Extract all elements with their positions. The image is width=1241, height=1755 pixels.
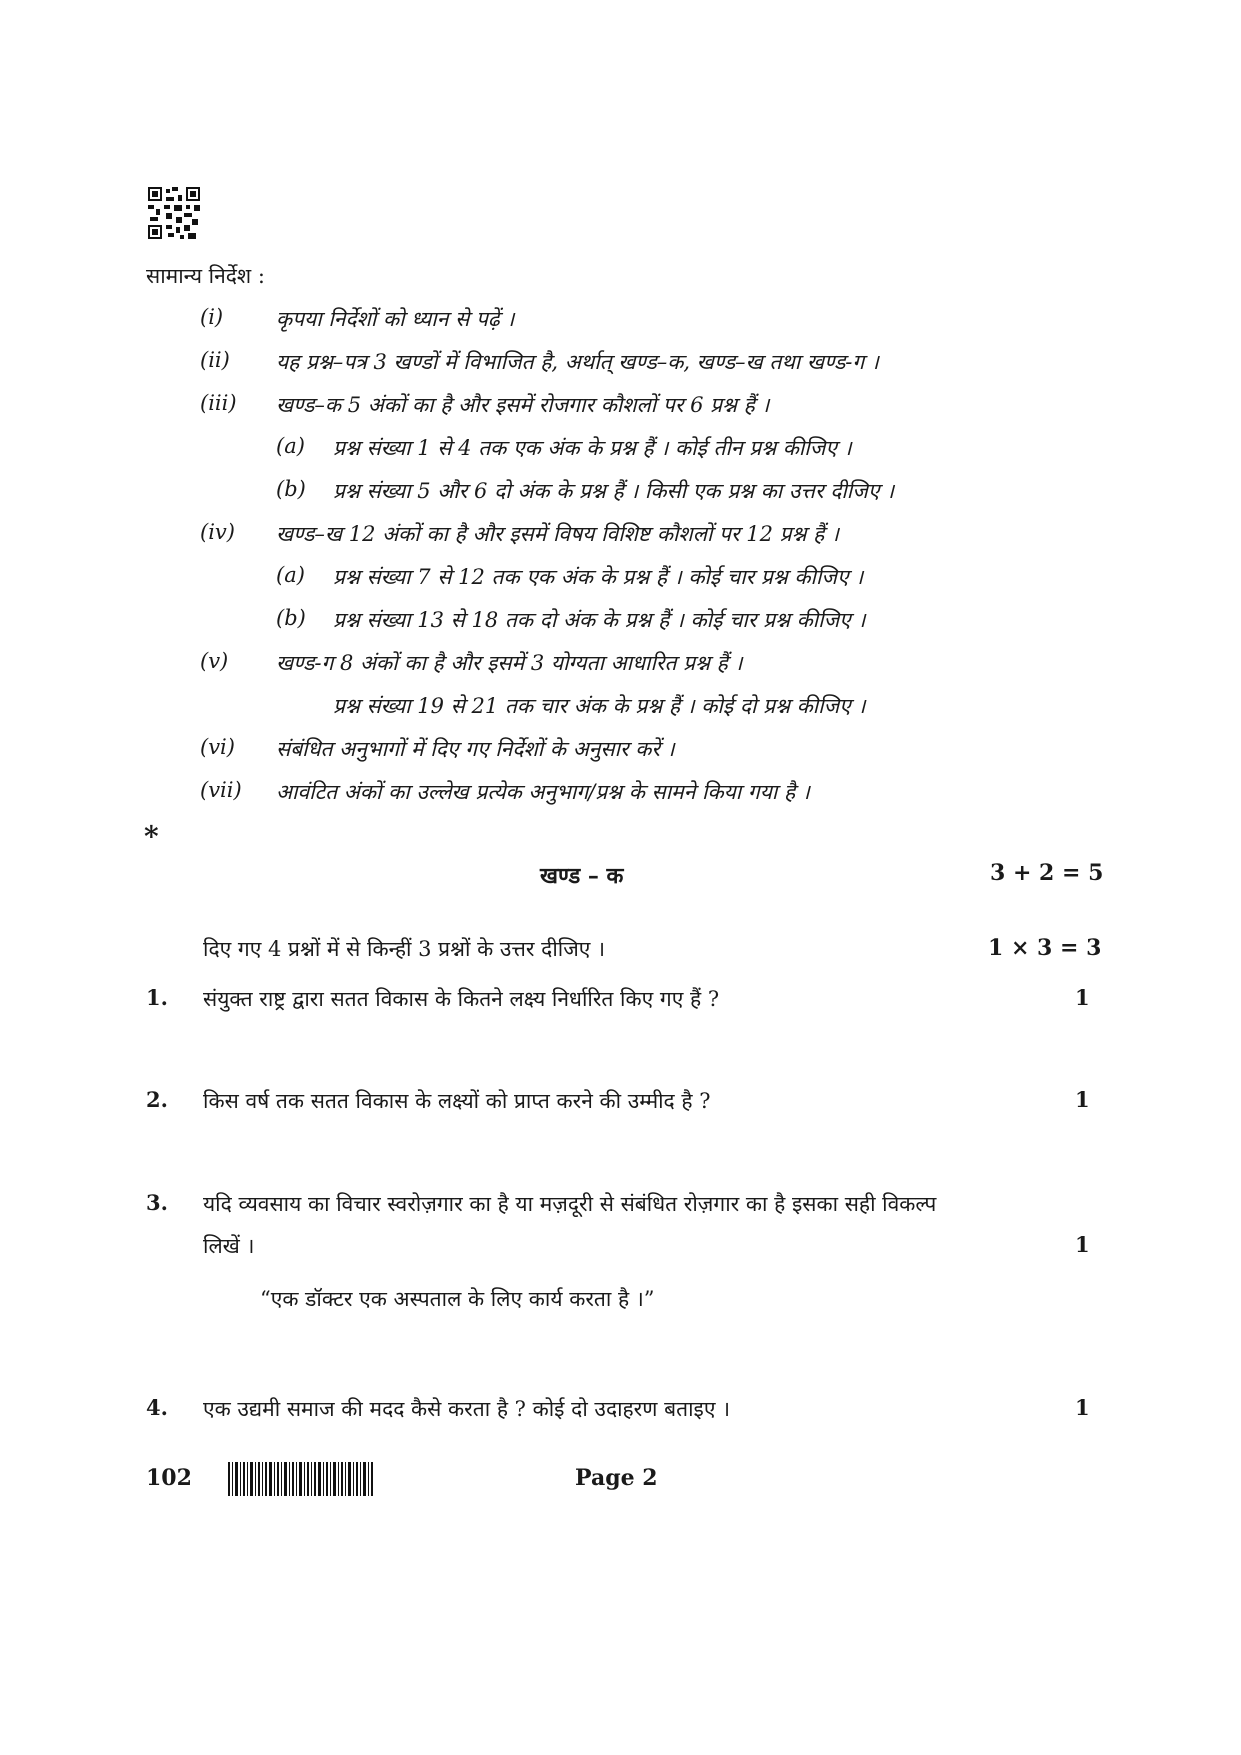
instruction-number: (v) — [200, 649, 229, 673]
section-instruction: दिए गए 4 प्रश्नों में से किन्हीं 3 प्रश्नों के उत्तर दीजिए । — [203, 937, 606, 961]
general-instructions-heading: सामान्य निर्देश : — [146, 264, 265, 288]
section-instruction-marks: 1 × 3 = 3 — [988, 935, 1102, 961]
instruction-text: संबंधित अनुभागों में दिए गए निर्देशों के अनुसार करें । — [276, 737, 675, 761]
question-marks: 1 — [1075, 1087, 1090, 1112]
paper-code: 102 — [146, 1465, 192, 1491]
instruction-sub-number: (b) — [276, 606, 306, 630]
question-number: 3. — [146, 1190, 168, 1215]
instruction-text: खण्ड-ग 8 अंकों का है और इसमें 3 योग्यता आधारित प्रश्न हैं । — [276, 651, 743, 675]
question-quote: “एक डॉक्टर एक अस्पताल के लिए कार्य करता है ।” — [260, 1287, 655, 1311]
question-number: 4. — [146, 1395, 168, 1420]
star-marker: * — [144, 820, 159, 853]
instruction-sub-number: (a) — [276, 434, 305, 458]
instruction-number: (vii) — [200, 778, 242, 802]
instruction-sub-number: (b) — [276, 477, 306, 501]
instruction-number: (vi) — [200, 735, 235, 759]
instruction-text: खण्ड–क 5 अंकों का है और इसमें रोजगार कौशलों पर 6 प्रश्न हैं । — [276, 393, 770, 417]
instruction-sub-text: प्रश्न संख्या 19 से 21 तक चार अंक के प्रश्न हैं । कोई दो प्रश्न कीजिए । — [333, 694, 866, 718]
instruction-number: (ii) — [200, 348, 230, 372]
question-text: किस वर्ष तक सतत विकास के लक्ष्यों को प्राप्त करने की उम्मीद है ? — [203, 1089, 711, 1113]
question-text-continued: लिखें । — [203, 1234, 255, 1258]
instruction-text: कृपया निर्देशों को ध्यान से पढ़ें । — [276, 307, 515, 331]
instruction-text: यह प्रश्न–पत्र 3 खण्डों में विभाजित है, अर्थात् खण्ड–क, खण्ड–ख तथा खण्ड-ग । — [276, 350, 879, 374]
question-number: 1. — [146, 985, 168, 1010]
question-text: एक उद्यमी समाज की मदद कैसे करता है ? कोई दो उदाहरण बताइए । — [203, 1397, 731, 1421]
question-marks: 1 — [1075, 1395, 1090, 1420]
question-marks: 1 — [1075, 1232, 1090, 1257]
instruction-number: (i) — [200, 305, 224, 329]
instruction-sub-text: प्रश्न संख्या 1 से 4 तक एक अंक के प्रश्न हैं । कोई तीन प्रश्न कीजिए । — [333, 436, 852, 460]
section-marks: 3 + 2 = 5 — [990, 860, 1104, 886]
question-text: यदि व्यवसाय का विचार स्वरोज़गार का है या मज़दूरी से संबंधित रोज़गार का है इसका सही विकल्प — [203, 1192, 937, 1216]
instruction-text: आवंटित अंकों का उल्लेख प्रत्येक अनुभाग/प्रश्न के सामने किया गया है । — [276, 780, 810, 804]
qr-code-image — [148, 187, 200, 239]
instruction-sub-text: प्रश्न संख्या 7 से 12 तक एक अंक के प्रश्न हैं । कोई चार प्रश्न कीजिए । — [333, 565, 864, 589]
instruction-sub-text: प्रश्न संख्या 13 से 18 तक दो अंक के प्रश्न हैं । कोई चार प्रश्न कीजिए । — [333, 608, 866, 632]
barcode-image — [228, 1462, 373, 1496]
instruction-sub-number: (a) — [276, 563, 305, 587]
question-text: संयुक्त राष्ट्र द्वारा सतत विकास के कितने लक्ष्य निर्धारित किए गए हैं ? — [203, 987, 720, 1011]
instruction-number: (iii) — [200, 391, 237, 415]
instruction-sub-text: प्रश्न संख्या 5 और 6 दो अंक के प्रश्न हैं । किसी एक प्रश्न का उत्तर दीजिए । — [333, 479, 895, 503]
question-marks: 1 — [1075, 985, 1090, 1010]
instruction-number: (iv) — [200, 520, 235, 544]
section-title: खण्ड – क — [540, 863, 624, 889]
page-number: Page 2 — [575, 1465, 658, 1491]
instruction-text: खण्ड–ख 12 अंकों का है और इसमें विषय विशिष्ट कौशलों पर 12 प्रश्न हैं । — [276, 522, 839, 546]
question-number: 2. — [146, 1087, 168, 1112]
